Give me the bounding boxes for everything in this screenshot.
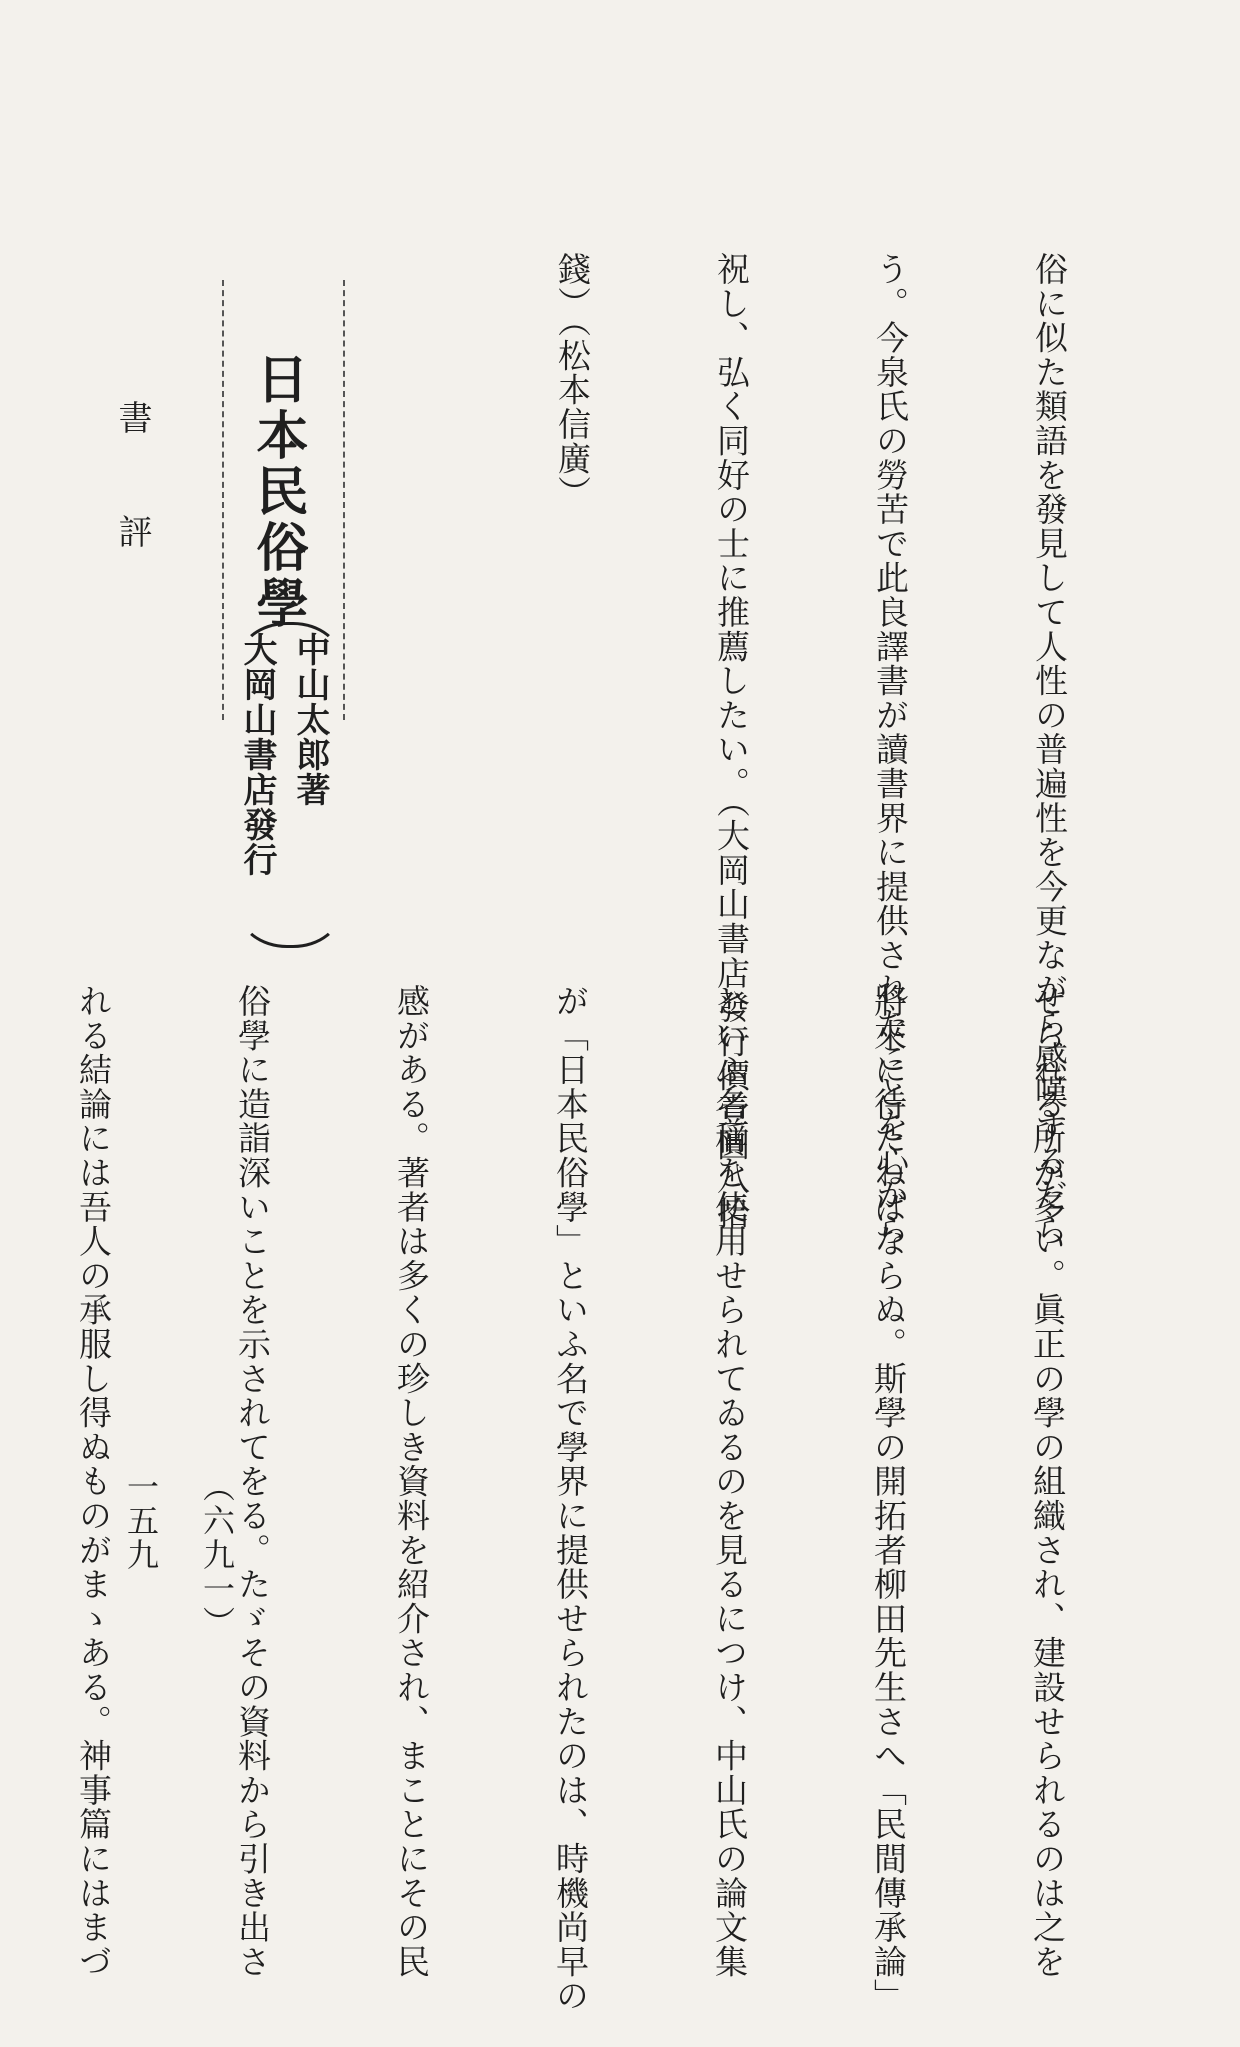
text-column: せられる所が多い。眞正の學の組織され、建設せられるのは之を [1028,984,1067,1979]
text-column: 將來に待たねばならぬ。斯學の開拓者柳田先生さへ「民間傳承論」 [869,984,908,2013]
publisher-line: 大岡山書店發行 [237,632,277,877]
author-line: 中山太郎著 [290,632,330,807]
volume-page-number: （六九一） [198,1470,236,1640]
text-column: 祝し、弘く同好の士に推薦したい。（大岡山書店發行價壹圓八拾 [712,252,751,1231]
text-column: 感がある。著者は多くの珍しき資料を紹介され、まことにその民 [392,984,431,1979]
page-number-group [118,1470,240,1640]
review-title: 日本民俗學 [247,352,308,632]
text-column: といふ名稱を使用せられてゐるのを見るにつけ、中山氏の論文集 [710,984,749,1979]
title-gap [0,252,10,972]
text-column: れる結論には吾人の承服し得ぬものがまゝある。神事篇にはまづ [74,984,113,1979]
review-heading [225,252,345,877]
text-column: 俗學に造詣深いことを示されてをる。たゞその資料から引き出さ [233,984,272,1979]
heading-rule [343,280,345,720]
text-column: が「日本民俗學」といふ名で學界に提供せられたのは、時機尚早の [551,984,590,2013]
text-column: 俗に似た類語を發見して人性の普遍性を今更ながら感嘆するだら [1030,252,1069,1247]
byline-group [233,632,335,877]
text-column: 錢）（松本信廣） [553,252,592,510]
running-head: 書評 [112,400,152,628]
heading-rule [222,280,224,720]
page-number: 一五九 [122,1470,160,1572]
text-column: う。今泉氏の勞苦で此良譯書が讀書界に提供されたことを心から [871,252,910,1247]
